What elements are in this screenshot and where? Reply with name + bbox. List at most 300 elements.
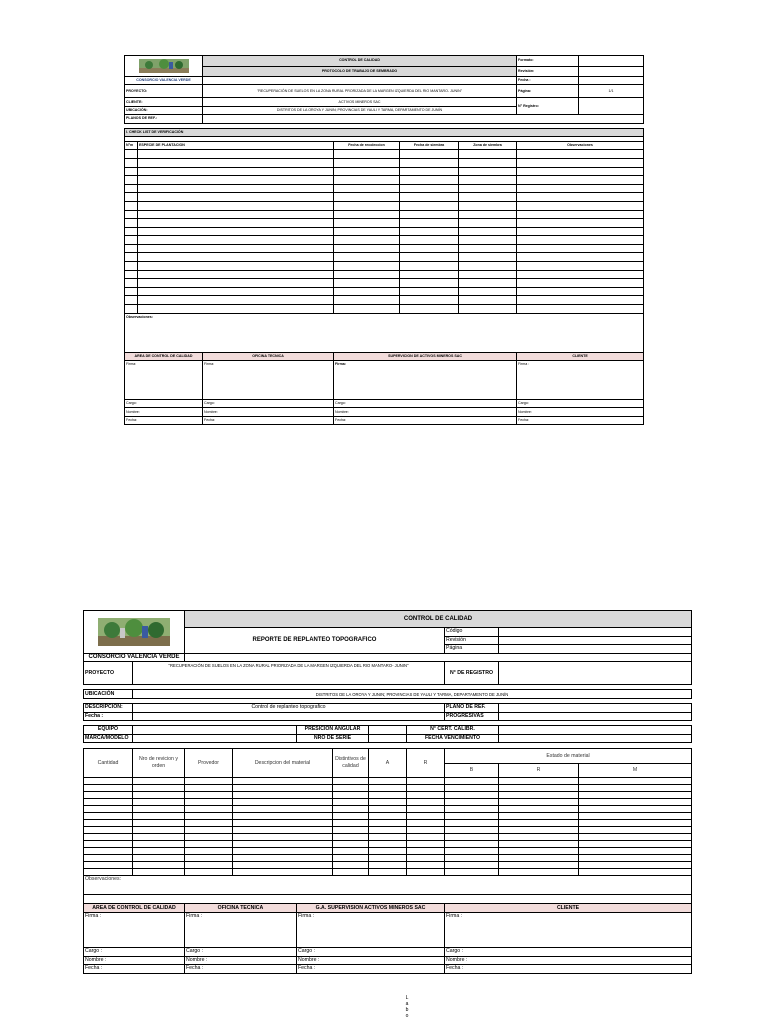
table-cell[interactable]	[125, 236, 138, 245]
table-cell[interactable]	[499, 813, 579, 820]
table-cell[interactable]	[459, 201, 517, 210]
table-cell[interactable]	[499, 827, 579, 834]
table-cell[interactable]	[84, 841, 133, 848]
table-cell[interactable]	[125, 305, 138, 314]
table-cell[interactable]	[499, 792, 579, 799]
table-cell[interactable]	[445, 848, 499, 855]
table-cell[interactable]	[400, 253, 459, 262]
table-cell[interactable]	[334, 158, 400, 167]
table-cell[interactable]	[400, 150, 459, 159]
table-cell[interactable]	[185, 813, 233, 820]
table-cell[interactable]	[334, 270, 400, 279]
table-cell[interactable]	[459, 210, 517, 219]
table-cell[interactable]	[400, 244, 459, 253]
table-cell[interactable]	[459, 167, 517, 176]
fecha-calidad[interactable]: Fecha :	[84, 965, 185, 974]
table-cell[interactable]	[334, 193, 400, 202]
table-cell[interactable]	[133, 855, 185, 862]
table-cell[interactable]	[407, 848, 445, 855]
table-cell[interactable]	[445, 862, 499, 869]
table-cell[interactable]	[84, 834, 133, 841]
table-cell[interactable]	[517, 296, 644, 305]
table-cell[interactable]	[407, 834, 445, 841]
table-cell[interactable]	[579, 799, 692, 806]
nombre-calidad[interactable]: Nombre :	[84, 956, 185, 965]
table-cell[interactable]	[138, 167, 334, 176]
table-cell[interactable]	[445, 792, 499, 799]
table-cell[interactable]	[334, 150, 400, 159]
table-cell[interactable]	[125, 167, 138, 176]
table-cell[interactable]	[445, 806, 499, 813]
table-cell[interactable]	[517, 253, 644, 262]
table-cell[interactable]	[84, 792, 133, 799]
firma-supervision[interactable]: Firma :	[297, 912, 445, 947]
table-cell[interactable]	[445, 855, 499, 862]
table-cell[interactable]	[369, 848, 407, 855]
table-cell[interactable]	[499, 834, 579, 841]
planos-value[interactable]	[203, 115, 644, 123]
table-cell[interactable]	[125, 210, 138, 219]
revision-value[interactable]	[499, 636, 692, 645]
table-cell[interactable]	[407, 855, 445, 862]
table-cell[interactable]	[138, 150, 334, 159]
table-cell[interactable]	[133, 785, 185, 792]
table-cell[interactable]	[445, 813, 499, 820]
registro-value[interactable]	[499, 662, 692, 685]
fecha-supervision[interactable]: Fecha :	[297, 965, 445, 974]
table-cell[interactable]	[407, 869, 445, 876]
table-cell[interactable]	[125, 193, 138, 202]
table-cell[interactable]	[334, 167, 400, 176]
firma-oficina[interactable]: Firma :	[185, 912, 297, 947]
table-cell[interactable]	[233, 813, 333, 820]
table-cell[interactable]	[499, 841, 579, 848]
table-cell[interactable]	[400, 210, 459, 219]
table-cell[interactable]	[133, 862, 185, 869]
table-cell[interactable]	[400, 270, 459, 279]
table-cell[interactable]	[233, 785, 333, 792]
table-cell[interactable]	[334, 236, 400, 245]
table-cell[interactable]	[499, 820, 579, 827]
table-cell[interactable]	[445, 785, 499, 792]
fecha-calidad[interactable]: Fecha:	[125, 416, 203, 424]
table-cell[interactable]	[185, 785, 233, 792]
table-cell[interactable]	[499, 799, 579, 806]
cargo-oficina[interactable]: Cargo :	[185, 947, 297, 956]
table-cell[interactable]	[233, 834, 333, 841]
table-cell[interactable]	[445, 834, 499, 841]
fecha-cliente[interactable]: Fecha:	[517, 416, 644, 424]
table-cell[interactable]	[369, 778, 407, 785]
table-cell[interactable]	[334, 210, 400, 219]
table-cell[interactable]	[125, 150, 138, 159]
table-cell[interactable]	[334, 227, 400, 236]
table-cell[interactable]	[333, 827, 369, 834]
table-cell[interactable]	[517, 279, 644, 288]
table-cell[interactable]	[369, 827, 407, 834]
table-cell[interactable]	[407, 841, 445, 848]
table-cell[interactable]	[579, 869, 692, 876]
table-cell[interactable]	[233, 869, 333, 876]
table-cell[interactable]	[125, 184, 138, 193]
table-cell[interactable]	[233, 855, 333, 862]
table-cell[interactable]	[499, 855, 579, 862]
table-cell[interactable]	[125, 253, 138, 262]
table-cell[interactable]	[125, 270, 138, 279]
table-cell[interactable]	[499, 778, 579, 785]
table-cell[interactable]	[407, 806, 445, 813]
table-cell[interactable]	[233, 848, 333, 855]
table-cell[interactable]	[445, 778, 499, 785]
table-cell[interactable]	[459, 279, 517, 288]
table-cell[interactable]	[407, 820, 445, 827]
table-cell[interactable]	[369, 855, 407, 862]
table-cell[interactable]	[579, 855, 692, 862]
table-cell[interactable]	[138, 227, 334, 236]
table-cell[interactable]	[400, 287, 459, 296]
table-cell[interactable]	[459, 262, 517, 271]
cargo-cliente[interactable]: Cargo:	[517, 400, 644, 408]
table-cell[interactable]	[84, 806, 133, 813]
table-cell[interactable]	[369, 785, 407, 792]
table-cell[interactable]	[333, 855, 369, 862]
table-cell[interactable]	[459, 270, 517, 279]
table-cell[interactable]	[499, 806, 579, 813]
table-cell[interactable]	[185, 792, 233, 799]
table-cell[interactable]	[185, 841, 233, 848]
table-cell[interactable]	[334, 262, 400, 271]
form1-formato-value[interactable]	[579, 56, 644, 67]
table-cell[interactable]	[459, 236, 517, 245]
form1-revision-value[interactable]	[579, 66, 644, 77]
table-cell[interactable]	[125, 227, 138, 236]
table-cell[interactable]	[185, 778, 233, 785]
pagina-value[interactable]	[499, 645, 692, 654]
table-cell[interactable]	[517, 236, 644, 245]
table-cell[interactable]	[125, 296, 138, 305]
table-cell[interactable]	[233, 799, 333, 806]
table-cell[interactable]	[233, 806, 333, 813]
table-cell[interactable]	[84, 799, 133, 806]
codigo-value[interactable]	[499, 628, 692, 637]
table-cell[interactable]	[333, 820, 369, 827]
table-cell[interactable]	[499, 862, 579, 869]
form1-fecha-value[interactable]	[579, 77, 644, 85]
table-cell[interactable]	[125, 201, 138, 210]
table-cell[interactable]	[185, 855, 233, 862]
table-cell[interactable]	[233, 820, 333, 827]
table-cell[interactable]	[579, 834, 692, 841]
nombre-cliente[interactable]: Nombre :	[445, 956, 692, 965]
table-cell[interactable]	[334, 184, 400, 193]
table-cell[interactable]	[517, 262, 644, 271]
table-cell[interactable]	[579, 848, 692, 855]
table-cell[interactable]	[185, 862, 233, 869]
table-cell[interactable]	[517, 244, 644, 253]
table-cell[interactable]	[400, 167, 459, 176]
table-cell[interactable]	[407, 792, 445, 799]
table-cell[interactable]	[517, 201, 644, 210]
table-cell[interactable]	[369, 806, 407, 813]
table-cell[interactable]	[407, 799, 445, 806]
table-cell[interactable]	[333, 813, 369, 820]
table-cell[interactable]	[138, 236, 334, 245]
cargo-cliente[interactable]: Cargo :	[445, 947, 692, 956]
nombre-oficina[interactable]: Nombre :	[185, 956, 297, 965]
table-cell[interactable]	[369, 792, 407, 799]
table-cell[interactable]	[334, 176, 400, 185]
cargo-calidad[interactable]: Cargo :	[84, 947, 185, 956]
table-cell[interactable]	[84, 813, 133, 820]
table-cell[interactable]	[138, 262, 334, 271]
cargo-calidad[interactable]: Cargo:	[125, 400, 203, 408]
table-cell[interactable]	[333, 785, 369, 792]
table-cell[interactable]	[499, 848, 579, 855]
table-cell[interactable]	[333, 778, 369, 785]
vencimiento-value[interactable]	[499, 734, 692, 743]
table-cell[interactable]	[517, 227, 644, 236]
cargo-supervision[interactable]: Cargo :	[297, 947, 445, 956]
table-cell[interactable]	[459, 287, 517, 296]
table-cell[interactable]	[185, 848, 233, 855]
table-cell[interactable]	[459, 244, 517, 253]
table-cell[interactable]	[185, 869, 233, 876]
table-cell[interactable]	[133, 841, 185, 848]
table-cell[interactable]	[369, 820, 407, 827]
table-cell[interactable]	[84, 848, 133, 855]
table-cell[interactable]	[445, 799, 499, 806]
table-cell[interactable]	[333, 792, 369, 799]
table-cell[interactable]	[185, 834, 233, 841]
table-cell[interactable]	[133, 778, 185, 785]
fecha-cliente[interactable]: Fecha :	[445, 965, 692, 974]
table-cell[interactable]	[369, 813, 407, 820]
serie-value[interactable]	[369, 734, 407, 743]
table-cell[interactable]	[133, 848, 185, 855]
table-cell[interactable]	[233, 841, 333, 848]
table-cell[interactable]	[407, 778, 445, 785]
table-cell[interactable]	[138, 201, 334, 210]
table-cell[interactable]	[369, 799, 407, 806]
table-cell[interactable]	[459, 219, 517, 228]
table-cell[interactable]	[185, 806, 233, 813]
table-cell[interactable]	[185, 820, 233, 827]
firma-cliente[interactable]: Firma :	[517, 361, 644, 400]
table-cell[interactable]	[334, 305, 400, 314]
table-cell[interactable]	[459, 296, 517, 305]
table-cell[interactable]	[400, 227, 459, 236]
table-cell[interactable]	[125, 244, 138, 253]
table-cell[interactable]	[400, 193, 459, 202]
table-cell[interactable]	[517, 305, 644, 314]
table-cell[interactable]	[125, 219, 138, 228]
nombre-calidad[interactable]: Nombre:	[125, 408, 203, 416]
table-cell[interactable]	[125, 279, 138, 288]
table-cell[interactable]	[233, 862, 333, 869]
nombre-supervision[interactable]: Nombre :	[297, 956, 445, 965]
table-cell[interactable]	[517, 167, 644, 176]
table-cell[interactable]	[579, 862, 692, 869]
table-cell[interactable]	[407, 785, 445, 792]
table-cell[interactable]	[333, 848, 369, 855]
table-cell[interactable]	[138, 244, 334, 253]
table-cell[interactable]	[459, 227, 517, 236]
table-cell[interactable]	[138, 270, 334, 279]
table-cell[interactable]	[579, 841, 692, 848]
table-cell[interactable]	[138, 193, 334, 202]
table-cell[interactable]	[333, 834, 369, 841]
table-cell[interactable]	[333, 841, 369, 848]
progresivas-value[interactable]	[499, 712, 692, 721]
firma-supervision[interactable]: Firma:	[334, 361, 517, 400]
table-cell[interactable]	[459, 176, 517, 185]
table-cell[interactable]	[400, 236, 459, 245]
cert-value[interactable]	[499, 726, 692, 735]
table-cell[interactable]	[459, 305, 517, 314]
table-cell[interactable]	[517, 287, 644, 296]
nombre-supervision[interactable]: Nombre:	[334, 408, 517, 416]
table-cell[interactable]	[138, 287, 334, 296]
table-cell[interactable]	[84, 855, 133, 862]
table-cell[interactable]	[407, 813, 445, 820]
table-cell[interactable]	[125, 158, 138, 167]
firma-calidad[interactable]: Firma :	[84, 912, 185, 947]
table-cell[interactable]	[138, 158, 334, 167]
table-cell[interactable]	[579, 813, 692, 820]
table-cell[interactable]	[334, 219, 400, 228]
table-cell[interactable]	[369, 841, 407, 848]
table-cell[interactable]	[369, 834, 407, 841]
firma-cliente[interactable]: Firma :	[445, 912, 692, 947]
table-cell[interactable]	[233, 827, 333, 834]
table-cell[interactable]	[579, 785, 692, 792]
table-cell[interactable]	[334, 279, 400, 288]
nombre-oficina[interactable]: Nombre:	[203, 408, 334, 416]
table-cell[interactable]	[138, 253, 334, 262]
table-cell[interactable]	[517, 184, 644, 193]
table-cell[interactable]	[459, 158, 517, 167]
table-cell[interactable]	[133, 869, 185, 876]
table-cell[interactable]	[84, 820, 133, 827]
table-cell[interactable]	[517, 158, 644, 167]
table-cell[interactable]	[499, 869, 579, 876]
cargo-oficina[interactable]: Cargo:	[203, 400, 334, 408]
table-cell[interactable]	[138, 210, 334, 219]
table-cell[interactable]	[445, 841, 499, 848]
table-cell[interactable]	[133, 806, 185, 813]
table-cell[interactable]	[125, 287, 138, 296]
table-cell[interactable]	[579, 778, 692, 785]
table-cell[interactable]	[334, 244, 400, 253]
table-cell[interactable]	[445, 820, 499, 827]
table-cell[interactable]	[400, 305, 459, 314]
table-cell[interactable]	[407, 862, 445, 869]
plano-value[interactable]	[499, 703, 692, 712]
table-cell[interactable]	[400, 176, 459, 185]
table-cell[interactable]	[400, 158, 459, 167]
table-cell[interactable]	[499, 785, 579, 792]
table-cell[interactable]	[133, 827, 185, 834]
table-cell[interactable]	[233, 792, 333, 799]
table-cell[interactable]	[459, 193, 517, 202]
fecha-value[interactable]	[133, 712, 445, 721]
table-cell[interactable]	[138, 176, 334, 185]
table-cell[interactable]	[579, 827, 692, 834]
table-cell[interactable]	[517, 176, 644, 185]
table-cell[interactable]	[334, 287, 400, 296]
table-cell[interactable]	[84, 778, 133, 785]
table-cell[interactable]	[138, 219, 334, 228]
table-cell[interactable]	[445, 869, 499, 876]
table-cell[interactable]	[333, 806, 369, 813]
table-cell[interactable]	[517, 270, 644, 279]
fecha-oficina[interactable]: Fecha :	[185, 965, 297, 974]
table-cell[interactable]	[138, 279, 334, 288]
table-cell[interactable]	[233, 778, 333, 785]
fecha-supervision[interactable]: Fecha:	[334, 416, 517, 424]
table-cell[interactable]	[125, 176, 138, 185]
table-cell[interactable]	[185, 827, 233, 834]
table-cell[interactable]	[133, 813, 185, 820]
presicion-value[interactable]	[369, 726, 407, 735]
table-cell[interactable]	[333, 799, 369, 806]
table-cell[interactable]	[400, 296, 459, 305]
table-cell[interactable]	[84, 862, 133, 869]
table-cell[interactable]	[517, 219, 644, 228]
table-cell[interactable]	[84, 827, 133, 834]
table-cell[interactable]	[333, 869, 369, 876]
table-cell[interactable]	[579, 820, 692, 827]
table-cell[interactable]	[369, 862, 407, 869]
table-cell[interactable]	[334, 296, 400, 305]
table-cell[interactable]	[133, 820, 185, 827]
table-cell[interactable]	[138, 296, 334, 305]
table-cell[interactable]	[459, 150, 517, 159]
equipo-value[interactable]	[133, 726, 297, 735]
firma-calidad[interactable]: Firma:	[125, 361, 203, 400]
firma-oficina[interactable]: Firma:	[203, 361, 334, 400]
table-cell[interactable]	[84, 869, 133, 876]
table-cell[interactable]	[133, 834, 185, 841]
table-cell[interactable]	[138, 184, 334, 193]
cargo-supervision[interactable]: Cargo:	[334, 400, 517, 408]
registro-value[interactable]	[579, 98, 644, 115]
table-cell[interactable]	[400, 184, 459, 193]
table-cell[interactable]	[407, 827, 445, 834]
table-cell[interactable]	[84, 785, 133, 792]
table-cell[interactable]	[579, 806, 692, 813]
table-cell[interactable]	[517, 193, 644, 202]
table-cell[interactable]	[579, 792, 692, 799]
table-cell[interactable]	[185, 799, 233, 806]
nombre-cliente[interactable]: Nombre:	[517, 408, 644, 416]
marca-value[interactable]	[133, 734, 297, 743]
fecha-oficina[interactable]: Fecha:	[203, 416, 334, 424]
table-cell[interactable]	[334, 253, 400, 262]
table-cell[interactable]	[334, 201, 400, 210]
table-cell[interactable]	[133, 799, 185, 806]
table-cell[interactable]	[459, 184, 517, 193]
table-cell[interactable]	[517, 150, 644, 159]
table-cell[interactable]	[445, 827, 499, 834]
table-cell[interactable]	[400, 279, 459, 288]
table-cell[interactable]	[517, 210, 644, 219]
table-cell[interactable]	[333, 862, 369, 869]
table-cell[interactable]	[400, 262, 459, 271]
table-cell[interactable]	[138, 305, 334, 314]
table-cell[interactable]	[369, 869, 407, 876]
table-cell[interactable]	[133, 792, 185, 799]
